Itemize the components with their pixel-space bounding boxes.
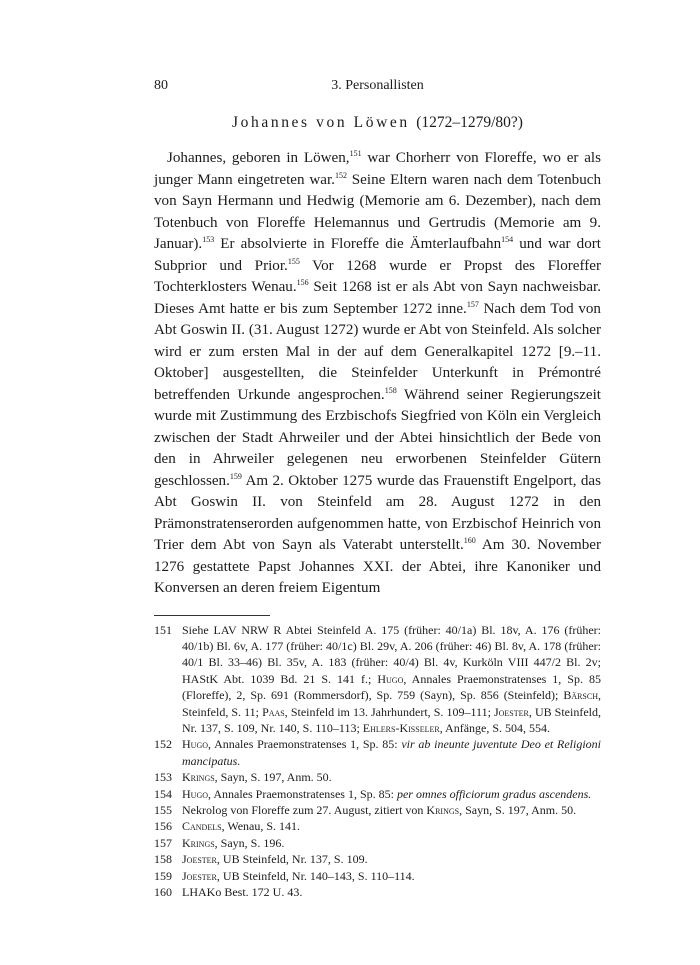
footnote-ref: 151 (349, 149, 362, 158)
footnote-item (154, 802, 601, 818)
body-text-run: und war dort Subprior und Prior. (154, 236, 601, 274)
footnote-text (182, 868, 601, 884)
author-name: Bärsch (563, 688, 598, 703)
footnote-item (154, 736, 601, 769)
author-name: Krings (182, 835, 215, 850)
body-text-run: Am 2. Oktober 1275 wurde das Frauenstift Engelport, das Abt Goswin II. von Steinfeld am 28. August 1272 in den Prämonstratenserorden aufgenommen hatte, von Erzbischof Heinrich von Trier dem Abt von Sayn als Vaterabt unterstellt. (154, 472, 601, 553)
author-name: Paas (262, 704, 285, 719)
footnote-number: 154 (154, 786, 172, 801)
footnote-text-run: LHAKo Best. 172 U. 43. (182, 885, 303, 900)
author-name: Hugo (377, 671, 404, 686)
author-name: Hugo (182, 786, 208, 801)
body-text-run: Nach dem Tod von Abt Goswin II. (31. August 1272) wurde er Abt von Steinfeld. Als solcher wird er zum ersten Mal in der auf dem Generalkapitel 1272 [9.–11. Oktober] ausgestellten, die Steinfelder Unterkunft in Prémontré betreffenden Urkunde angesprochen. (154, 300, 601, 403)
footnote-number: 159 (154, 868, 172, 883)
footnote-text (182, 786, 601, 802)
footnote-text-run: , Steinfeld im 13. Jahrhundert, S. 109–111; (284, 704, 494, 719)
footnote-ref: 157 (466, 299, 479, 309)
footnote-item (154, 769, 601, 785)
footnote-text-run: , Annales Praemonstratenses 1, Sp. 85: (208, 786, 397, 801)
footnote-text (182, 851, 601, 867)
footnote-text-run: , UB Steinfeld, Nr. 140–143, S. 110–114. (216, 868, 415, 883)
footnote-text-run: , Sayn, S. 197, Anm. 50. (214, 770, 332, 785)
footnote-text-run: , Annales Praemonstratenses 1, Sp. 85 (Floreffe), 2, Sp. 691 (Rommersdorf), Sp. 759 (Sayn), Sp. 856 (Steinfeld); (182, 671, 601, 703)
footnote-ref: 155 (287, 256, 300, 266)
footnote-ref: 156 (296, 278, 309, 287)
body-text-run: war Chorherr von Floreffe, wo er als junger Mann eingetreten war. (154, 150, 601, 188)
footnote-ref: 160 (463, 536, 476, 545)
body-text-run: Während seiner Regierungszeit wurde mit Zustimmung des Erzbischofs Siegfried von Köln ein Vergleich zwischen der Stadt Ahrweiler und der Abtei hinsichtlich der Bede von den in Ahrweiler gelegenen neu erworbenen Steinfelder Gütern geschlossen. (154, 386, 601, 489)
section-title-years: (1272–1279/80?) (416, 114, 523, 131)
footnote-item (154, 868, 601, 884)
footnote-number: 160 (154, 885, 172, 900)
footnote-item (154, 851, 601, 867)
footnote-ref: 158 (384, 385, 397, 395)
latin-quote: vir ab ineunte juventute Deo et Religioni mancipatus. (182, 737, 601, 768)
footnote-text (182, 736, 601, 769)
footnote-text (182, 818, 601, 834)
footnote-text (182, 835, 601, 851)
author-name: Joester (182, 868, 217, 883)
footnote-number: 157 (154, 835, 172, 850)
footnote-text-run: , Annales Praemonstratenses 1, Sp. 85: (208, 737, 402, 752)
footnote-text-run: , Sayn, S. 197, Anm. 50. (459, 803, 577, 818)
footnote-ref: 154 (501, 235, 514, 244)
footnote-text-run: , UB Steinfeld, Nr. 137, S. 109, Nr. 140, S. 110–113; (182, 704, 601, 736)
footnote-item (154, 884, 601, 900)
footnote-number: 156 (154, 819, 172, 834)
running-header (154, 78, 601, 100)
footnote-text (182, 884, 601, 900)
body-text-run: Johannes, geboren in Löwen, (167, 150, 350, 166)
body-text-run: Am 30. November 1276 gestattete Papst Johannes XXI. der Abtei, ihre Kanoniker und Konversen an deren freiem Eigentum (154, 537, 601, 596)
footnote-number: 158 (154, 852, 172, 867)
footnote-text-run: Nekrolog von Floreffe zum 27. August, zitiert von (182, 803, 427, 818)
footnotes (154, 622, 601, 901)
footnote-text (182, 622, 601, 737)
body-text-run: Seit 1268 ist er als Abt von Sayn nachweisbar. Dieses Amt hatte er bis zum September 1272 inne. (154, 279, 602, 317)
footnote-ref: 152 (334, 170, 347, 180)
author-name: Ehlers-Kisseler (362, 721, 440, 736)
author-name: Joester (493, 704, 529, 719)
footnote-text (182, 769, 601, 785)
footnote-item (154, 818, 601, 834)
running-title: 3. Personallisten (331, 78, 424, 93)
author-name: Hugo (182, 737, 208, 752)
body-paragraph (154, 148, 601, 600)
section-title (154, 114, 601, 132)
author-name: Candels (182, 819, 222, 834)
footnote-ref: 159 (229, 471, 242, 481)
footnote-text-run: , UB Steinfeld, Nr. 137, S. 109. (216, 852, 368, 867)
body-text-run: Vor 1268 wurde er Propst des Floreffer Tochterklosters Wenau. (154, 257, 601, 295)
footnote-text-run: , Sayn, S. 196. (214, 835, 285, 850)
body-text-run: Er absolvierte in Floreffe die Ämterlaufbahn (214, 236, 502, 252)
footnote-divider (154, 615, 270, 616)
page (154, 78, 601, 901)
page-number: 80 (154, 78, 168, 93)
footnote-text-run: , Steinfeld, S. 11; (182, 688, 601, 719)
author-name: Joester (182, 852, 217, 867)
footnote-ref: 153 (202, 235, 215, 244)
author-name: Krings (426, 803, 460, 818)
body-text-run: Seine Eltern waren nach dem Totenbuch von Sayn Hermann und Hedwig (Memorie am 6. Dezember), nach dem Totenbuch von Floreffe Helemannus und Gertrudis (Memorie am 9. Januar). (154, 171, 601, 252)
footnote-text-run: , Anfänge, S. 504, 554. (439, 721, 551, 736)
footnote-item (154, 835, 601, 851)
footnote-text (182, 802, 601, 818)
footnote-text-run: , Wenau, S. 141. (221, 819, 301, 834)
section-title-name: Johannes von Löwen (232, 114, 410, 131)
footnote-item (154, 786, 601, 802)
footnote-number: 152 (154, 737, 172, 752)
footnote-number: 155 (154, 803, 172, 818)
footnote-number: 151 (154, 622, 172, 637)
latin-quote: per omnes officiorum gradus ascendens. (396, 786, 592, 801)
author-name: Krings (182, 770, 215, 785)
footnote-number: 153 (154, 770, 172, 785)
footnote-text-run: Siehe LAV NRW R Abtei Steinfeld A. 175 (früher: 40/1a) Bl. 18v, A. 176 (früher: 40/1b) Bl. 6v, A. 177 (früher: 40/1c) Bl. 29v, A. 206 (früher: 46) Bl. 8v, A. 178 (früher: 40/1 Bl. 33–46) Bl. 35v, A. 183 (früher: 40/4) Bl. 4v, Kurköln VIII 447/2 Bl. 2v; HAStK Abt. 1039 Bd. 21 S. 141 f.; (182, 622, 601, 686)
footnote-item (154, 622, 601, 737)
